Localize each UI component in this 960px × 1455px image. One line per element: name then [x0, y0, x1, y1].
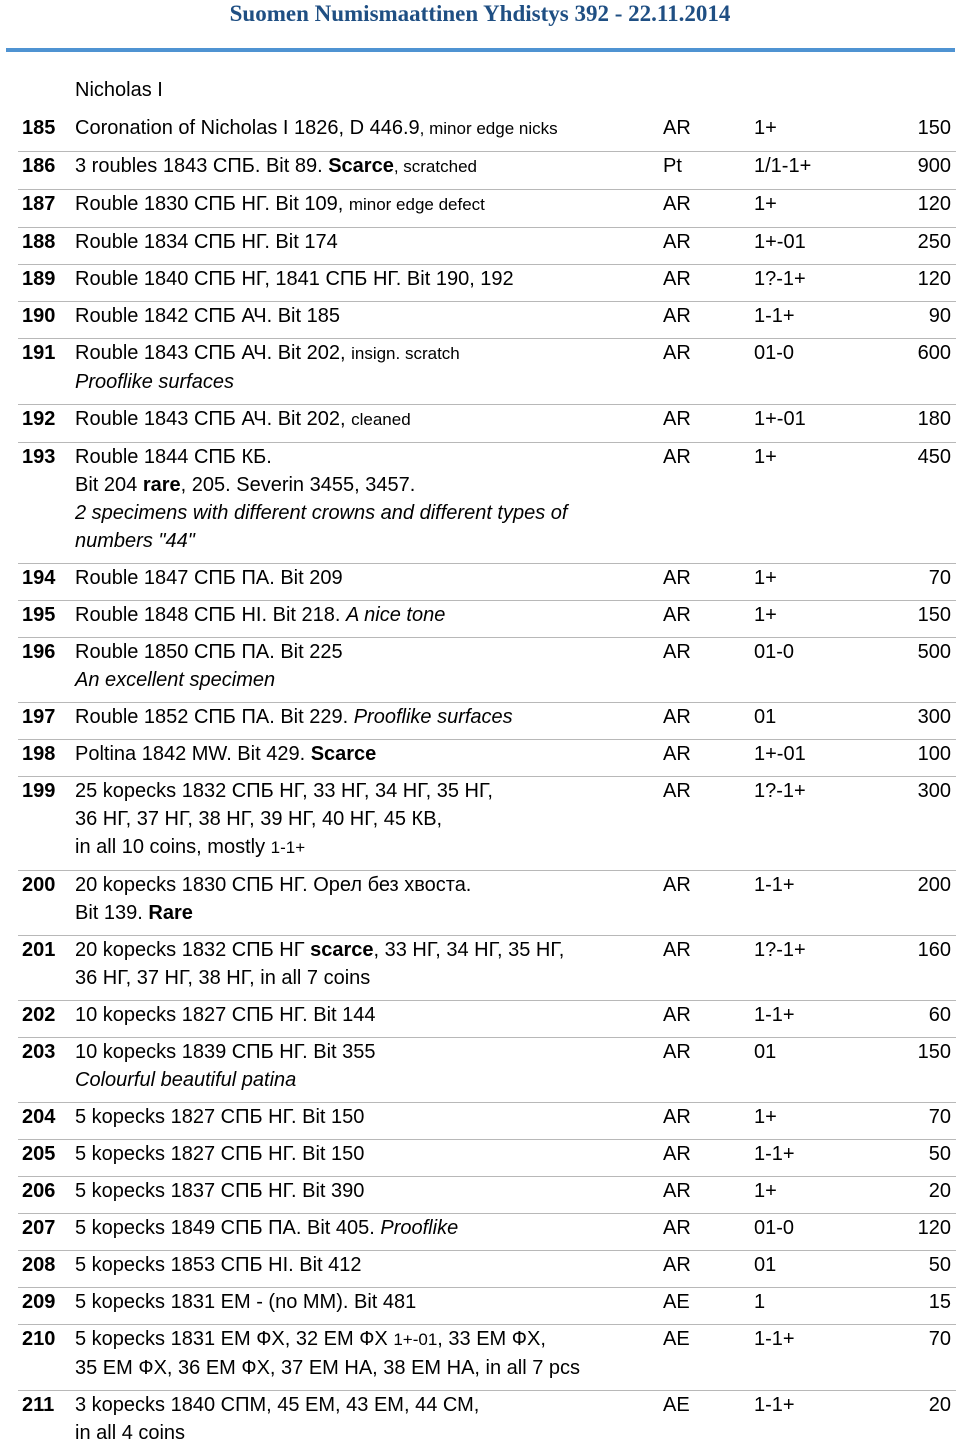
description-line [75, 564, 655, 592]
lot-price: 600 [917, 342, 951, 364]
description-text: 10 kopecks 1827 СПБ НГ. Bit 144 [75, 1004, 376, 1026]
lot-metal: AR [663, 1143, 691, 1165]
lot-price: 900 [917, 155, 951, 177]
description-text: 20 kopecks 1830 СПБ НГ. Орел без хвоста. [75, 874, 472, 896]
lot-description [75, 1288, 655, 1316]
lot-row [0, 152, 960, 189]
lot-number: 185 [22, 117, 56, 139]
lot-grade: 1+-01 [754, 231, 806, 253]
lot-metal: AR [663, 641, 691, 663]
description-text: 5 kopecks 1837 СПБ НГ. Bit 390 [75, 1180, 365, 1202]
lot-description [75, 1001, 655, 1029]
lot-metal: AR [663, 743, 691, 765]
lot-grade: 01-0 [754, 342, 795, 364]
lot-number: 189 [22, 268, 56, 290]
description-line [75, 302, 655, 330]
lot-price: 15 [928, 1291, 951, 1313]
description-line [75, 936, 655, 964]
lot-metal: AR [663, 1254, 691, 1276]
description-line [75, 265, 655, 293]
lot-description [75, 1140, 655, 1168]
lot-price: 100 [917, 743, 951, 765]
description-text: Poltina 1842 MW. Bit 429. [75, 743, 311, 765]
description-text: Rouble 1830 СПБ НГ. Bit 109, [75, 193, 349, 215]
lot-grade: 1?-1+ [754, 268, 806, 290]
lot-price: 120 [917, 193, 951, 215]
description-line [75, 190, 655, 219]
lot-description [75, 740, 655, 768]
lot-number: 195 [22, 604, 56, 626]
lot-metal: Pt [663, 155, 682, 177]
description-text: , minor edge nicks [419, 119, 558, 138]
lot-number: 190 [22, 305, 56, 327]
lot-grade: 1-1+ [754, 1004, 795, 1026]
description-text: Rouble 1848 СПБ НI. Bit 218. [75, 604, 346, 626]
lot-number: 197 [22, 706, 56, 728]
lot-price: 50 [928, 1254, 951, 1276]
description-text: in all 10 coins, mostly [75, 836, 271, 858]
description-line [75, 1001, 655, 1029]
lot-description [75, 1038, 655, 1094]
description-text: A nice tone [345, 604, 446, 626]
description-line [75, 443, 655, 471]
lot-number: 201 [22, 939, 56, 961]
description-text: cleaned [351, 410, 411, 429]
lot-description [75, 1325, 655, 1382]
description-text: insign. scratch [351, 344, 460, 363]
lot-description [75, 1214, 655, 1242]
lot-grade: 1+ [754, 193, 777, 215]
lot-row [0, 1214, 960, 1250]
lot-description [75, 564, 655, 592]
lot-row [0, 1001, 960, 1037]
lot-description [75, 228, 655, 256]
description-text: Rouble 1850 СПБ ПА. Bit 225 [75, 641, 343, 663]
lot-number: 193 [22, 446, 56, 468]
page-header: Suomen Numismaattinen Yhdistys 392 - 22.11.2014 [229, 1, 731, 26]
lot-description [75, 339, 655, 396]
description-line [75, 1177, 655, 1205]
lot-row [0, 601, 960, 637]
lot-description [75, 1103, 655, 1131]
lot-number: 192 [22, 408, 56, 430]
lot-price: 20 [928, 1394, 951, 1416]
lot-description [75, 302, 655, 330]
description-line [75, 471, 655, 499]
lot-row [0, 1140, 960, 1176]
lot-number: 191 [22, 342, 56, 364]
description-text: 5 kopecks 1853 СПБ НI. Bit 412 [75, 1254, 362, 1276]
description-line [75, 1103, 655, 1131]
section-title: Nicholas I [75, 79, 163, 101]
lot-price: 200 [917, 874, 951, 896]
lot-row [0, 703, 960, 739]
lot-metal: AR [663, 706, 691, 728]
lot-description [75, 443, 655, 555]
description-text: 5 kopecks 1831 ЕМ - (no MM). Bit 481 [75, 1291, 417, 1313]
description-line [75, 152, 655, 181]
lot-metal: AR [663, 939, 691, 961]
lot-number: 188 [22, 231, 56, 253]
description-line [75, 1066, 655, 1094]
lot-description [75, 936, 655, 992]
description-text: Rouble 1847 СПБ ПА. Bit 209 [75, 567, 343, 589]
description-text: 35 ЕМ ФХ, 36 ЕМ ФХ, 37 ЕМ НА, 38 ЕМ НА, in all 7 pcs [75, 1357, 581, 1379]
lot-grade: 1+ [754, 446, 777, 468]
description-line [75, 833, 655, 862]
lot-number: 196 [22, 641, 56, 663]
lot-description [75, 1177, 655, 1205]
lot-metal: AE [663, 1291, 690, 1313]
lot-grade: 1+-01 [754, 743, 806, 765]
lot-price: 120 [917, 1217, 951, 1239]
lot-description [75, 405, 655, 434]
description-text: in all 4 coins [75, 1422, 186, 1444]
description-text: 1-1+ [270, 838, 306, 857]
lot-price: 300 [917, 706, 951, 728]
lot-description [75, 871, 655, 927]
description-line [75, 805, 655, 833]
lot-grade: 1-1+ [754, 305, 795, 327]
lot-metal: AR [663, 874, 691, 896]
description-text: 3 kopecks 1840 СПМ, 45 ЕМ, 43 ЕМ, 44 СМ, [75, 1394, 480, 1416]
lot-price: 150 [917, 604, 951, 626]
lot-number: 198 [22, 743, 56, 765]
lot-number: 186 [22, 155, 56, 177]
lot-description [75, 1391, 655, 1447]
lot-price: 120 [917, 268, 951, 290]
description-text: Rouble 1843 СПБ АЧ. Bit 202, [75, 408, 352, 430]
lot-price: 150 [917, 117, 951, 139]
description-text: 10 kopecks 1839 СПБ НГ. Bit 355 [75, 1041, 376, 1063]
lot-row [0, 1325, 960, 1390]
description-text: minor edge defect [348, 195, 485, 214]
lot-number: 210 [22, 1328, 56, 1350]
lot-number: 199 [22, 780, 56, 802]
description-text: An excellent specimen [75, 669, 276, 691]
lot-metal: AR [663, 1180, 691, 1202]
description-text: rare [142, 474, 181, 496]
description-text: Bit 139. [75, 902, 149, 924]
lot-number: 205 [22, 1143, 56, 1165]
lot-metal: AR [663, 567, 691, 589]
description-text: 3 roubles 1843 СПБ. Bit 89. [75, 155, 329, 177]
lot-row [0, 1038, 960, 1102]
lot-metal: AR [663, 231, 691, 253]
description-line [75, 666, 655, 694]
lot-price: 150 [917, 1041, 951, 1063]
description-text: Scarce [328, 155, 394, 177]
lot-price: 70 [928, 1328, 951, 1350]
lot-row [0, 871, 960, 935]
lot-grade: 1+ [754, 1106, 777, 1128]
lot-grade: 01 [754, 706, 777, 728]
lot-price: 180 [917, 408, 951, 430]
description-line [75, 638, 655, 666]
description-text: 2 specimens with different crowns and different types of [75, 502, 568, 524]
lot-price: 300 [917, 780, 951, 802]
lot-metal: AR [663, 305, 691, 327]
lot-grade: 01-0 [754, 1217, 795, 1239]
lot-price: 250 [917, 231, 951, 253]
lot-grade: 01 [754, 1041, 777, 1063]
description-line [75, 339, 655, 368]
lot-row [0, 1177, 960, 1213]
lot-grade: 1+-01 [754, 408, 806, 430]
lot-grade: 1+ [754, 604, 777, 626]
lot-grade: 01 [754, 1254, 777, 1276]
description-line [75, 964, 655, 992]
description-text: Rouble 1834 СПБ НГ. Bit 174 [75, 231, 338, 253]
lot-metal: AR [663, 1004, 691, 1026]
description-line [75, 871, 655, 899]
lot-grade: 1 [754, 1291, 766, 1313]
lot-description [75, 265, 655, 293]
lot-row [0, 777, 960, 870]
description-text: 5 kopecks 1831 ЕМ ФХ, 32 ЕМ ФХ [75, 1328, 394, 1350]
description-text: , 33 НГ, 34 НГ, 35 НГ, [373, 939, 565, 961]
lot-row [0, 405, 960, 442]
description-text: , 205. Severin 3455, 3457. [180, 474, 416, 496]
lot-number: 211 [22, 1394, 55, 1416]
description-text: 5 kopecks 1849 СПБ ПА. Bit 405. [75, 1217, 381, 1239]
lot-price: 160 [917, 939, 951, 961]
description-line [75, 1391, 655, 1419]
description-text: Colourful beautiful patina [75, 1069, 297, 1091]
lot-grade: 1-1+ [754, 1394, 795, 1416]
lot-number: 206 [22, 1180, 56, 1202]
lot-number: 187 [22, 193, 56, 215]
lot-price: 50 [928, 1143, 951, 1165]
description-text: , scratched [393, 157, 477, 176]
description-line [75, 601, 655, 629]
description-text: Prooflike [380, 1217, 459, 1239]
description-text: 36 НГ, 37 НГ, 38 НГ, in all 7 coins [75, 967, 371, 989]
description-line [75, 703, 655, 731]
lot-metal: AR [663, 1106, 691, 1128]
lot-price: 70 [928, 1106, 951, 1128]
description-line [75, 1419, 655, 1447]
lot-metal: AE [663, 1394, 690, 1416]
lot-price: 20 [928, 1180, 951, 1202]
lot-metal: AR [663, 268, 691, 290]
description-text: Rouble 1844 СПБ КБ. [75, 446, 272, 468]
lot-row [0, 1391, 960, 1455]
lot-metal: AR [663, 604, 691, 626]
lot-number: 209 [22, 1291, 56, 1313]
description-text: scarce [310, 939, 374, 961]
description-line [75, 740, 655, 768]
lot-metal: AR [663, 1217, 691, 1239]
lot-description [75, 114, 655, 143]
description-line [75, 405, 655, 434]
lot-price: 70 [928, 567, 951, 589]
description-text: Rouble 1842 СПБ АЧ. Bit 185 [75, 305, 340, 327]
lot-description [75, 601, 655, 629]
description-line [75, 527, 655, 555]
lot-price: 90 [928, 305, 951, 327]
lot-row [0, 740, 960, 776]
description-line [75, 114, 655, 143]
header-rule [6, 48, 955, 52]
lot-grade: 1/1-1+ [754, 155, 812, 177]
lot-row [0, 564, 960, 600]
lot-row [0, 936, 960, 1000]
description-text: numbers "44" [75, 530, 195, 552]
lot-grade: 1?-1+ [754, 780, 806, 802]
lot-metal: AR [663, 780, 691, 802]
description-line [75, 1140, 655, 1168]
lot-description [75, 777, 655, 862]
description-line [75, 1325, 655, 1354]
lot-row [0, 190, 960, 227]
lot-number: 194 [22, 567, 56, 589]
lot-row [0, 114, 960, 151]
lot-row [0, 265, 960, 301]
lot-metal: AE [663, 1328, 690, 1350]
lot-row [0, 228, 960, 264]
lot-grade: 1-1+ [754, 1328, 795, 1350]
lot-number: 208 [22, 1254, 56, 1276]
description-text: Rouble 1840 СПБ НГ, 1841 СПБ НГ. Bit 190, 192 [75, 268, 514, 290]
description-line [75, 1251, 655, 1279]
lot-description [75, 190, 655, 219]
lot-number: 207 [22, 1217, 56, 1239]
description-line [75, 1288, 655, 1316]
description-text: Rouble 1843 СПБ АЧ. Bit 202, [75, 342, 352, 364]
lot-number: 203 [22, 1041, 56, 1063]
description-text: 36 НГ, 37 НГ, 38 НГ, 39 НГ, 40 НГ, 45 КВ, [75, 808, 443, 830]
description-text: Scarce [310, 743, 377, 765]
lot-metal: AR [663, 342, 691, 364]
lot-row [0, 1103, 960, 1139]
description-text: 20 kopecks 1832 СПБ НГ [75, 939, 311, 961]
lot-price: 60 [928, 1004, 951, 1026]
lot-grade: 1-1+ [754, 874, 795, 896]
description-line [75, 368, 655, 396]
description-line [75, 899, 655, 927]
lot-number: 200 [22, 874, 56, 896]
description-line [75, 228, 655, 256]
lot-row [0, 443, 960, 563]
lot-description [75, 703, 655, 731]
description-text: Prooflike surfaces [75, 371, 234, 393]
lot-grade: 1-1+ [754, 1143, 795, 1165]
lot-list [0, 114, 960, 1455]
lot-number: 204 [22, 1106, 56, 1128]
lot-metal: AR [663, 193, 691, 215]
description-text: Rare [148, 902, 193, 924]
lot-price: 450 [917, 446, 951, 468]
description-line [75, 499, 655, 527]
lot-grade: 1+ [754, 567, 777, 589]
description-line [75, 1354, 655, 1382]
lot-metal: AR [663, 1041, 691, 1063]
description-text: Coronation of Nicholas I 1826, D 446.9 [75, 117, 420, 139]
description-text: 25 kopecks 1832 СПБ НГ, 33 НГ, 34 НГ, 35 НГ, [75, 780, 493, 802]
description-line [75, 1038, 655, 1066]
description-text: 1+-01 [393, 1330, 438, 1349]
lot-description [75, 152, 655, 181]
lot-row [0, 638, 960, 702]
lot-metal: AR [663, 446, 691, 468]
lot-row [0, 339, 960, 404]
description-line [75, 1214, 655, 1242]
lot-metal: AR [663, 117, 691, 139]
description-text: 5 kopecks 1827 СПБ НГ. Bit 150 [75, 1106, 365, 1128]
description-line [75, 777, 655, 805]
description-text: 5 kopecks 1827 СПБ НГ. Bit 150 [75, 1143, 365, 1165]
lot-grade: 1+ [754, 117, 777, 139]
lot-grade: 1?-1+ [754, 939, 806, 961]
lot-grade: 01-0 [754, 641, 795, 663]
lot-grade: 1+ [754, 1180, 777, 1202]
lot-row [0, 302, 960, 338]
lot-price: 500 [917, 641, 951, 663]
lot-metal: AR [663, 408, 691, 430]
lot-description [75, 1251, 655, 1279]
lot-description [75, 638, 655, 694]
description-text: Bit 204 [75, 474, 143, 496]
lot-number: 202 [22, 1004, 56, 1026]
description-text: Prooflike surfaces [353, 706, 513, 728]
description-text: Rouble 1852 СПБ ПА. Bit 229. [75, 706, 354, 728]
description-text: , 33 ЕМ ФХ, [437, 1328, 546, 1350]
lot-row [0, 1288, 960, 1324]
lot-row [0, 1251, 960, 1287]
